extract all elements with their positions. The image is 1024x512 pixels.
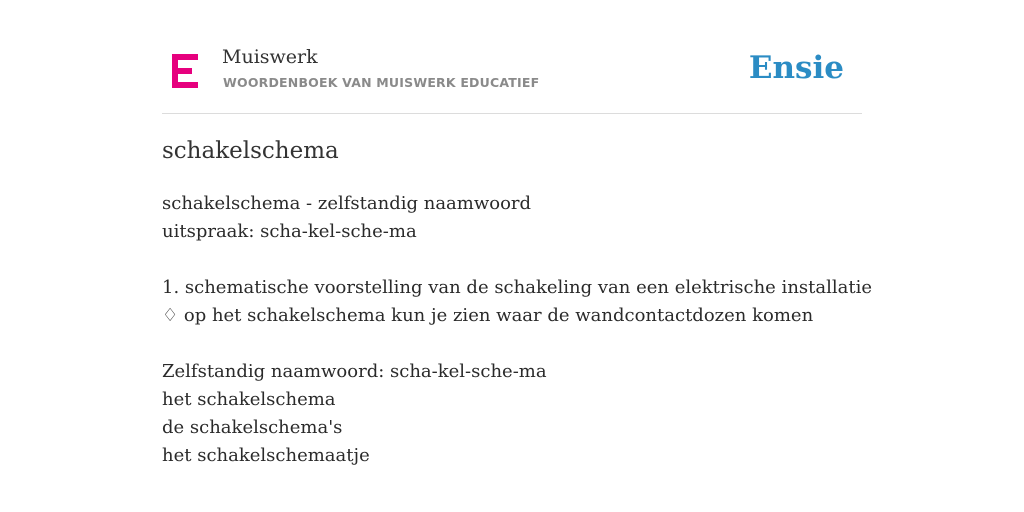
entry-title: schakelschema: [162, 138, 339, 164]
dictionary-subtitle[interactable]: WOORDENBOEK VAN MUISWERK EDUCATIEF: [223, 75, 540, 90]
entry-definition: [162, 190, 872, 470]
site-header: [162, 40, 862, 114]
entry-spacer: [162, 246, 862, 274]
entry-form-singular: het schakelschema: [162, 389, 336, 410]
publisher-name[interactable]: Muiswerk: [222, 46, 318, 68]
muiswerk-logo-icon[interactable]: [172, 54, 200, 88]
entry-spacer: [162, 330, 862, 358]
entry-pronunciation: uitspraak: scha-kel-sche-ma: [162, 221, 417, 242]
entry-word-class: schakelschema - zelfstandig naamwoord: [162, 193, 532, 214]
entry-hyphenation: Zelfstandig naamwoord: scha-kel-sche-ma: [162, 361, 547, 382]
entry-meaning: 1. schematische voorstelling van de schakeling van een elektrische installatie: [162, 277, 872, 298]
ensie-logo[interactable]: Ensie: [748, 50, 844, 86]
entry-form-plural: de schakelschema's: [162, 417, 343, 438]
entry-example: ♢ op het schakelschema kun je zien waar de wandcontactdozen komen: [162, 305, 814, 326]
entry-form-diminutive: het schakelschemaatje: [162, 445, 370, 466]
stacked-e-logo-icon: [172, 54, 200, 88]
